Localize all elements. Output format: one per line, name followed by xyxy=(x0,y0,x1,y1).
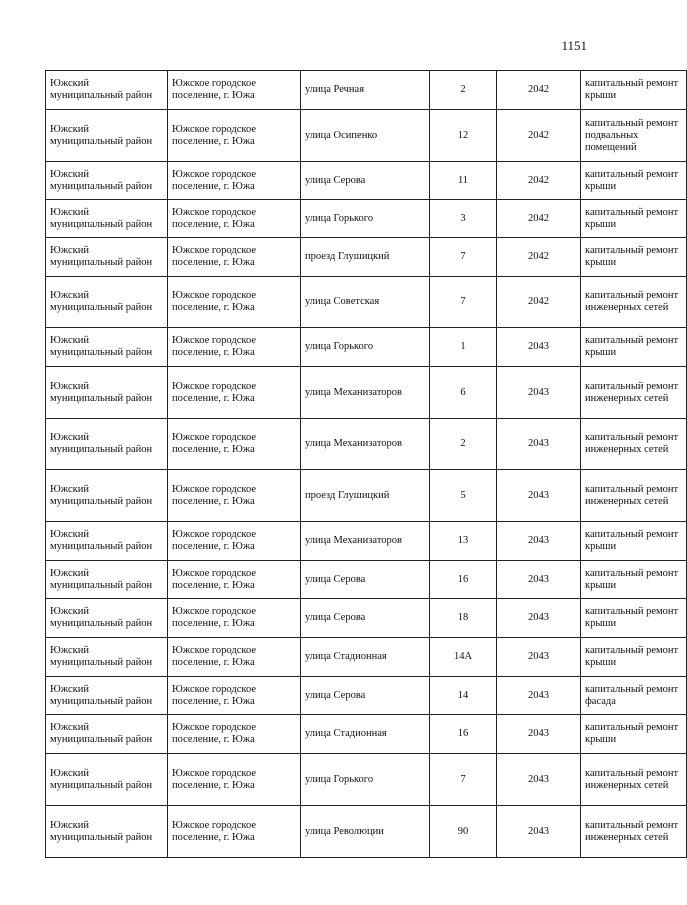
table-row xyxy=(46,754,687,806)
year-cell: 2043 xyxy=(497,638,581,677)
work-type-cell: капитальный ремонт инженерных сетей xyxy=(581,419,687,470)
district-cell: Южский муниципальный район xyxy=(46,470,168,522)
year-cell: 2043 xyxy=(497,599,581,638)
settlement-cell: Южское городское поселение, г. Южа xyxy=(168,599,301,638)
street-cell: улица Речная xyxy=(301,71,430,110)
year-cell: 2043 xyxy=(497,754,581,806)
district-cell: Южский муниципальный район xyxy=(46,200,168,238)
street-cell: улица Горького xyxy=(301,328,430,367)
year-cell: 2042 xyxy=(497,110,581,162)
table-row xyxy=(46,715,687,754)
table-row xyxy=(46,367,687,419)
house-number-cell: 18 xyxy=(430,599,497,638)
street-cell: улица Горького xyxy=(301,200,430,238)
year-cell: 2043 xyxy=(497,419,581,470)
house-number-cell: 11 xyxy=(430,162,497,200)
house-number-cell: 12 xyxy=(430,110,497,162)
house-number-cell: 1 xyxy=(430,328,497,367)
district-cell: Южский муниципальный район xyxy=(46,367,168,419)
table-row xyxy=(46,522,687,561)
year-cell: 2043 xyxy=(497,470,581,522)
table-row xyxy=(46,71,687,110)
street-cell: проезд Глушицкий xyxy=(301,470,430,522)
district-cell: Южский муниципальный район xyxy=(46,754,168,806)
settlement-cell: Южское городское поселение, г. Южа xyxy=(168,638,301,677)
work-type-cell: капитальный ремонт крыши xyxy=(581,638,687,677)
work-type-cell: капитальный ремонт фасада xyxy=(581,677,687,715)
district-cell: Южский муниципальный район xyxy=(46,419,168,470)
street-cell: улица Механизаторов xyxy=(301,522,430,561)
year-cell: 2042 xyxy=(497,277,581,328)
table-row xyxy=(46,328,687,367)
house-number-cell: 7 xyxy=(430,754,497,806)
year-cell: 2043 xyxy=(497,677,581,715)
settlement-cell: Южское городское поселение, г. Южа xyxy=(168,715,301,754)
settlement-cell: Южское городское поселение, г. Южа xyxy=(168,754,301,806)
work-type-cell: капитальный ремонт крыши xyxy=(581,561,687,599)
work-type-cell: капитальный ремонт крыши xyxy=(581,238,687,277)
settlement-cell: Южское городское поселение, г. Южа xyxy=(168,200,301,238)
work-type-cell: капитальный ремонт крыши xyxy=(581,328,687,367)
house-number-cell: 2 xyxy=(430,71,497,110)
work-type-cell: капитальный ремонт подвальных помещений xyxy=(581,110,687,162)
settlement-cell: Южское городское поселение, г. Южа xyxy=(168,806,301,858)
house-number-cell: 7 xyxy=(430,277,497,328)
work-type-cell: капитальный ремонт крыши xyxy=(581,599,687,638)
district-cell: Южский муниципальный район xyxy=(46,110,168,162)
table-row xyxy=(46,162,687,200)
table-row xyxy=(46,561,687,599)
street-cell: улица Серова xyxy=(301,162,430,200)
district-cell: Южский муниципальный район xyxy=(46,599,168,638)
settlement-cell: Южское городское поселение, г. Южа xyxy=(168,71,301,110)
street-cell: улица Механизаторов xyxy=(301,419,430,470)
house-number-cell: 90 xyxy=(430,806,497,858)
street-cell: улица Стадионная xyxy=(301,715,430,754)
street-cell: улица Серова xyxy=(301,561,430,599)
street-cell: улица Стадионная xyxy=(301,638,430,677)
district-cell: Южский муниципальный район xyxy=(46,238,168,277)
settlement-cell: Южское городское поселение, г. Южа xyxy=(168,328,301,367)
district-cell: Южский муниципальный район xyxy=(46,71,168,110)
settlement-cell: Южское городское поселение, г. Южа xyxy=(168,367,301,419)
district-cell: Южский муниципальный район xyxy=(46,806,168,858)
work-type-cell: капитальный ремонт крыши xyxy=(581,71,687,110)
work-type-cell: капитальный ремонт инженерных сетей xyxy=(581,367,687,419)
work-type-cell: капитальный ремонт инженерных сетей xyxy=(581,470,687,522)
district-cell: Южский муниципальный район xyxy=(46,638,168,677)
table-row xyxy=(46,677,687,715)
settlement-cell: Южское городское поселение, г. Южа xyxy=(168,238,301,277)
work-type-cell: капитальный ремонт инженерных сетей xyxy=(581,277,687,328)
work-type-cell: капитальный ремонт крыши xyxy=(581,162,687,200)
year-cell: 2043 xyxy=(497,806,581,858)
settlement-cell: Южское городское поселение, г. Южа xyxy=(168,110,301,162)
table-row xyxy=(46,419,687,470)
repair-schedule-table xyxy=(45,70,687,858)
table-row xyxy=(46,470,687,522)
table-row xyxy=(46,110,687,162)
year-cell: 2042 xyxy=(497,162,581,200)
district-cell: Южский муниципальный район xyxy=(46,522,168,561)
house-number-cell: 5 xyxy=(430,470,497,522)
settlement-cell: Южское городское поселение, г. Южа xyxy=(168,470,301,522)
district-cell: Южский муниципальный район xyxy=(46,715,168,754)
year-cell: 2043 xyxy=(497,522,581,561)
settlement-cell: Южское городское поселение, г. Южа xyxy=(168,277,301,328)
house-number-cell: 6 xyxy=(430,367,497,419)
street-cell: улица Осипенко xyxy=(301,110,430,162)
year-cell: 2043 xyxy=(497,561,581,599)
table-row xyxy=(46,806,687,858)
work-type-cell: капитальный ремонт инженерных сетей xyxy=(581,754,687,806)
district-cell: Южский муниципальный район xyxy=(46,162,168,200)
work-type-cell: капитальный ремонт крыши xyxy=(581,522,687,561)
settlement-cell: Южское городское поселение, г. Южа xyxy=(168,561,301,599)
table-row xyxy=(46,238,687,277)
settlement-cell: Южское городское поселение, г. Южа xyxy=(168,522,301,561)
house-number-cell: 14А xyxy=(430,638,497,677)
table-body xyxy=(46,71,687,858)
year-cell: 2042 xyxy=(497,238,581,277)
street-cell: улица Советская xyxy=(301,277,430,328)
settlement-cell: Южское городское поселение, г. Южа xyxy=(168,677,301,715)
district-cell: Южский муниципальный район xyxy=(46,677,168,715)
street-cell: улица Механизаторов xyxy=(301,367,430,419)
house-number-cell: 14 xyxy=(430,677,497,715)
settlement-cell: Южское городское поселение, г. Южа xyxy=(168,419,301,470)
table-row xyxy=(46,200,687,238)
house-number-cell: 13 xyxy=(430,522,497,561)
street-cell: улица Серова xyxy=(301,599,430,638)
year-cell: 2042 xyxy=(497,200,581,238)
district-cell: Южский муниципальный район xyxy=(46,561,168,599)
settlement-cell: Южское городское поселение, г. Южа xyxy=(168,162,301,200)
district-cell: Южский муниципальный район xyxy=(46,328,168,367)
year-cell: 2043 xyxy=(497,367,581,419)
year-cell: 2043 xyxy=(497,715,581,754)
house-number-cell: 7 xyxy=(430,238,497,277)
house-number-cell: 16 xyxy=(430,561,497,599)
page-number: 1151 xyxy=(561,38,587,53)
street-cell: улица Серова xyxy=(301,677,430,715)
street-cell: проезд Глушицкий xyxy=(301,238,430,277)
street-cell: улица Революции xyxy=(301,806,430,858)
year-cell: 2042 xyxy=(497,71,581,110)
year-cell: 2043 xyxy=(497,328,581,367)
district-cell: Южский муниципальный район xyxy=(46,277,168,328)
table-row xyxy=(46,599,687,638)
house-number-cell: 3 xyxy=(430,200,497,238)
table-row xyxy=(46,277,687,328)
house-number-cell: 16 xyxy=(430,715,497,754)
work-type-cell: капитальный ремонт инженерных сетей xyxy=(581,806,687,858)
table-row xyxy=(46,638,687,677)
work-type-cell: капитальный ремонт крыши xyxy=(581,200,687,238)
street-cell: улица Горького xyxy=(301,754,430,806)
work-type-cell: капитальный ремонт крыши xyxy=(581,715,687,754)
house-number-cell: 2 xyxy=(430,419,497,470)
